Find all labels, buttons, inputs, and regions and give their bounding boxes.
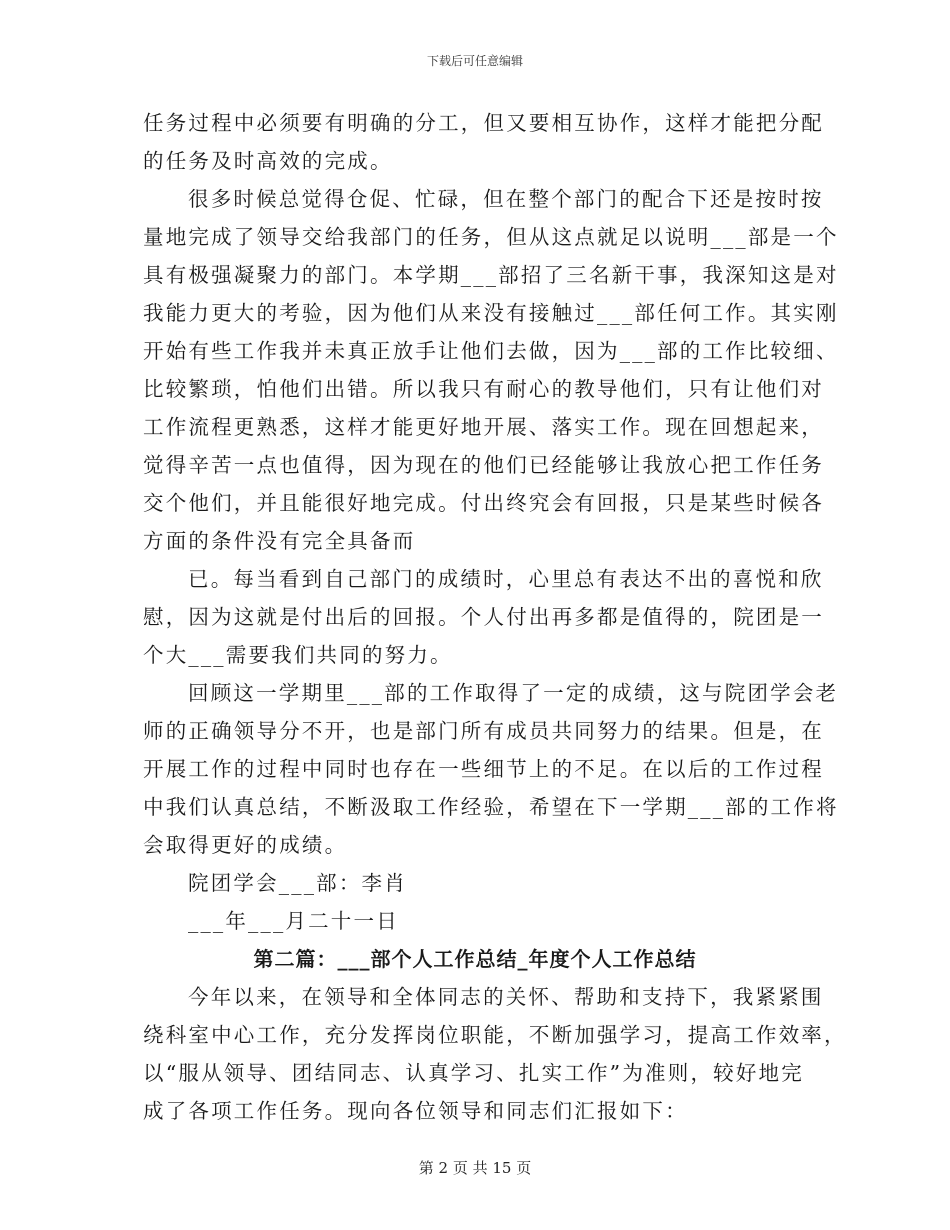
body-line: 具有极强凝聚力的部门。本学期___部招了三名新干事，我深知这是对	[143, 263, 839, 287]
body-line: 任务过程中必须要有明确的分工，但又要相互协作，这样才能把分配	[143, 111, 824, 135]
body-line: 开始有些工作我并未真正放手让他们去做，因为___部的工作比较细、	[143, 339, 839, 363]
body-line: 量地完成了领导交给我部门的任务，但从这点就足以说明___部是一个	[143, 225, 839, 249]
body-line: 回顾这一学期里___部的工作取得了一定的成绩，这与院团学会老	[188, 681, 839, 705]
body-line: 工作流程更熟悉，这样才能更好地开展、落实工作。现在回想起来，	[143, 415, 824, 439]
body-line: 绕科室中心工作，充分发挥岗位职能，不断加强学习，提高工作效率，	[143, 1023, 847, 1047]
body-line: 我能力更大的考验，因为他们从来没有接触过___部任何工作。其实刚	[143, 301, 839, 325]
body-line: 中我们认真总结，不断汲取工作经验，希望在下一学期___部的工作将	[143, 795, 839, 819]
body-line: 今年以来，在领导和全体同志的关怀、帮助和支持下，我紧紧围	[188, 985, 824, 1009]
body-line: 已。每当看到自己部门的成绩时，心里总有表达不出的喜悦和欣	[188, 567, 824, 591]
body-line: 方面的条件没有完全具备而	[143, 529, 416, 553]
page-header: 下载后可任意编辑	[426, 54, 523, 68]
body-line: 很多时候总觉得仓促、忙碌，但在整个部门的配合下还是按时按	[188, 187, 824, 211]
date-line: ___年___月二十一日	[188, 909, 399, 933]
body-line: 开展工作的过程中同时也存在一些细节上的不足。在以后的工作过程	[143, 757, 824, 781]
section-title: 第二篇：___部个人工作总结_年度个人工作总结	[253, 947, 697, 971]
body-line: 师的正确领导分不开，也是部门所有成员共同努力的结果。但是，在	[143, 719, 824, 743]
body-line: 比较繁琐，怕他们出错。所以我只有耐心的教导他们，只有让他们对	[143, 377, 824, 401]
page-footer: 第 2 页 共 15 页	[418, 1159, 532, 1177]
body-line: 交个他们，并且能很好地完成。付出终究会有回报，只是某些时候各	[143, 491, 824, 515]
body-line: 觉得辛苦一点也值得，因为现在的他们已经能够让我放心把工作任务	[143, 453, 824, 477]
body-line: 会取得更好的成绩。	[143, 833, 348, 857]
body-line: 的任务及时高效的完成。	[143, 149, 393, 173]
body-line: 以“服从领导、团结同志、认真学习、扎实工作”为准则，较好地完	[143, 1061, 804, 1085]
body-line: 慰，因为这就是付出后的回报。个人付出再多都是值得的，院团是一	[143, 605, 824, 629]
body-line: 成了各项工作任务。现向各位领导和同志们汇报如下：	[143, 1099, 688, 1123]
body-line: 个大___需要我们共同的努力。	[143, 643, 453, 667]
signature-line: 院团学会___部：李肖	[188, 871, 407, 895]
